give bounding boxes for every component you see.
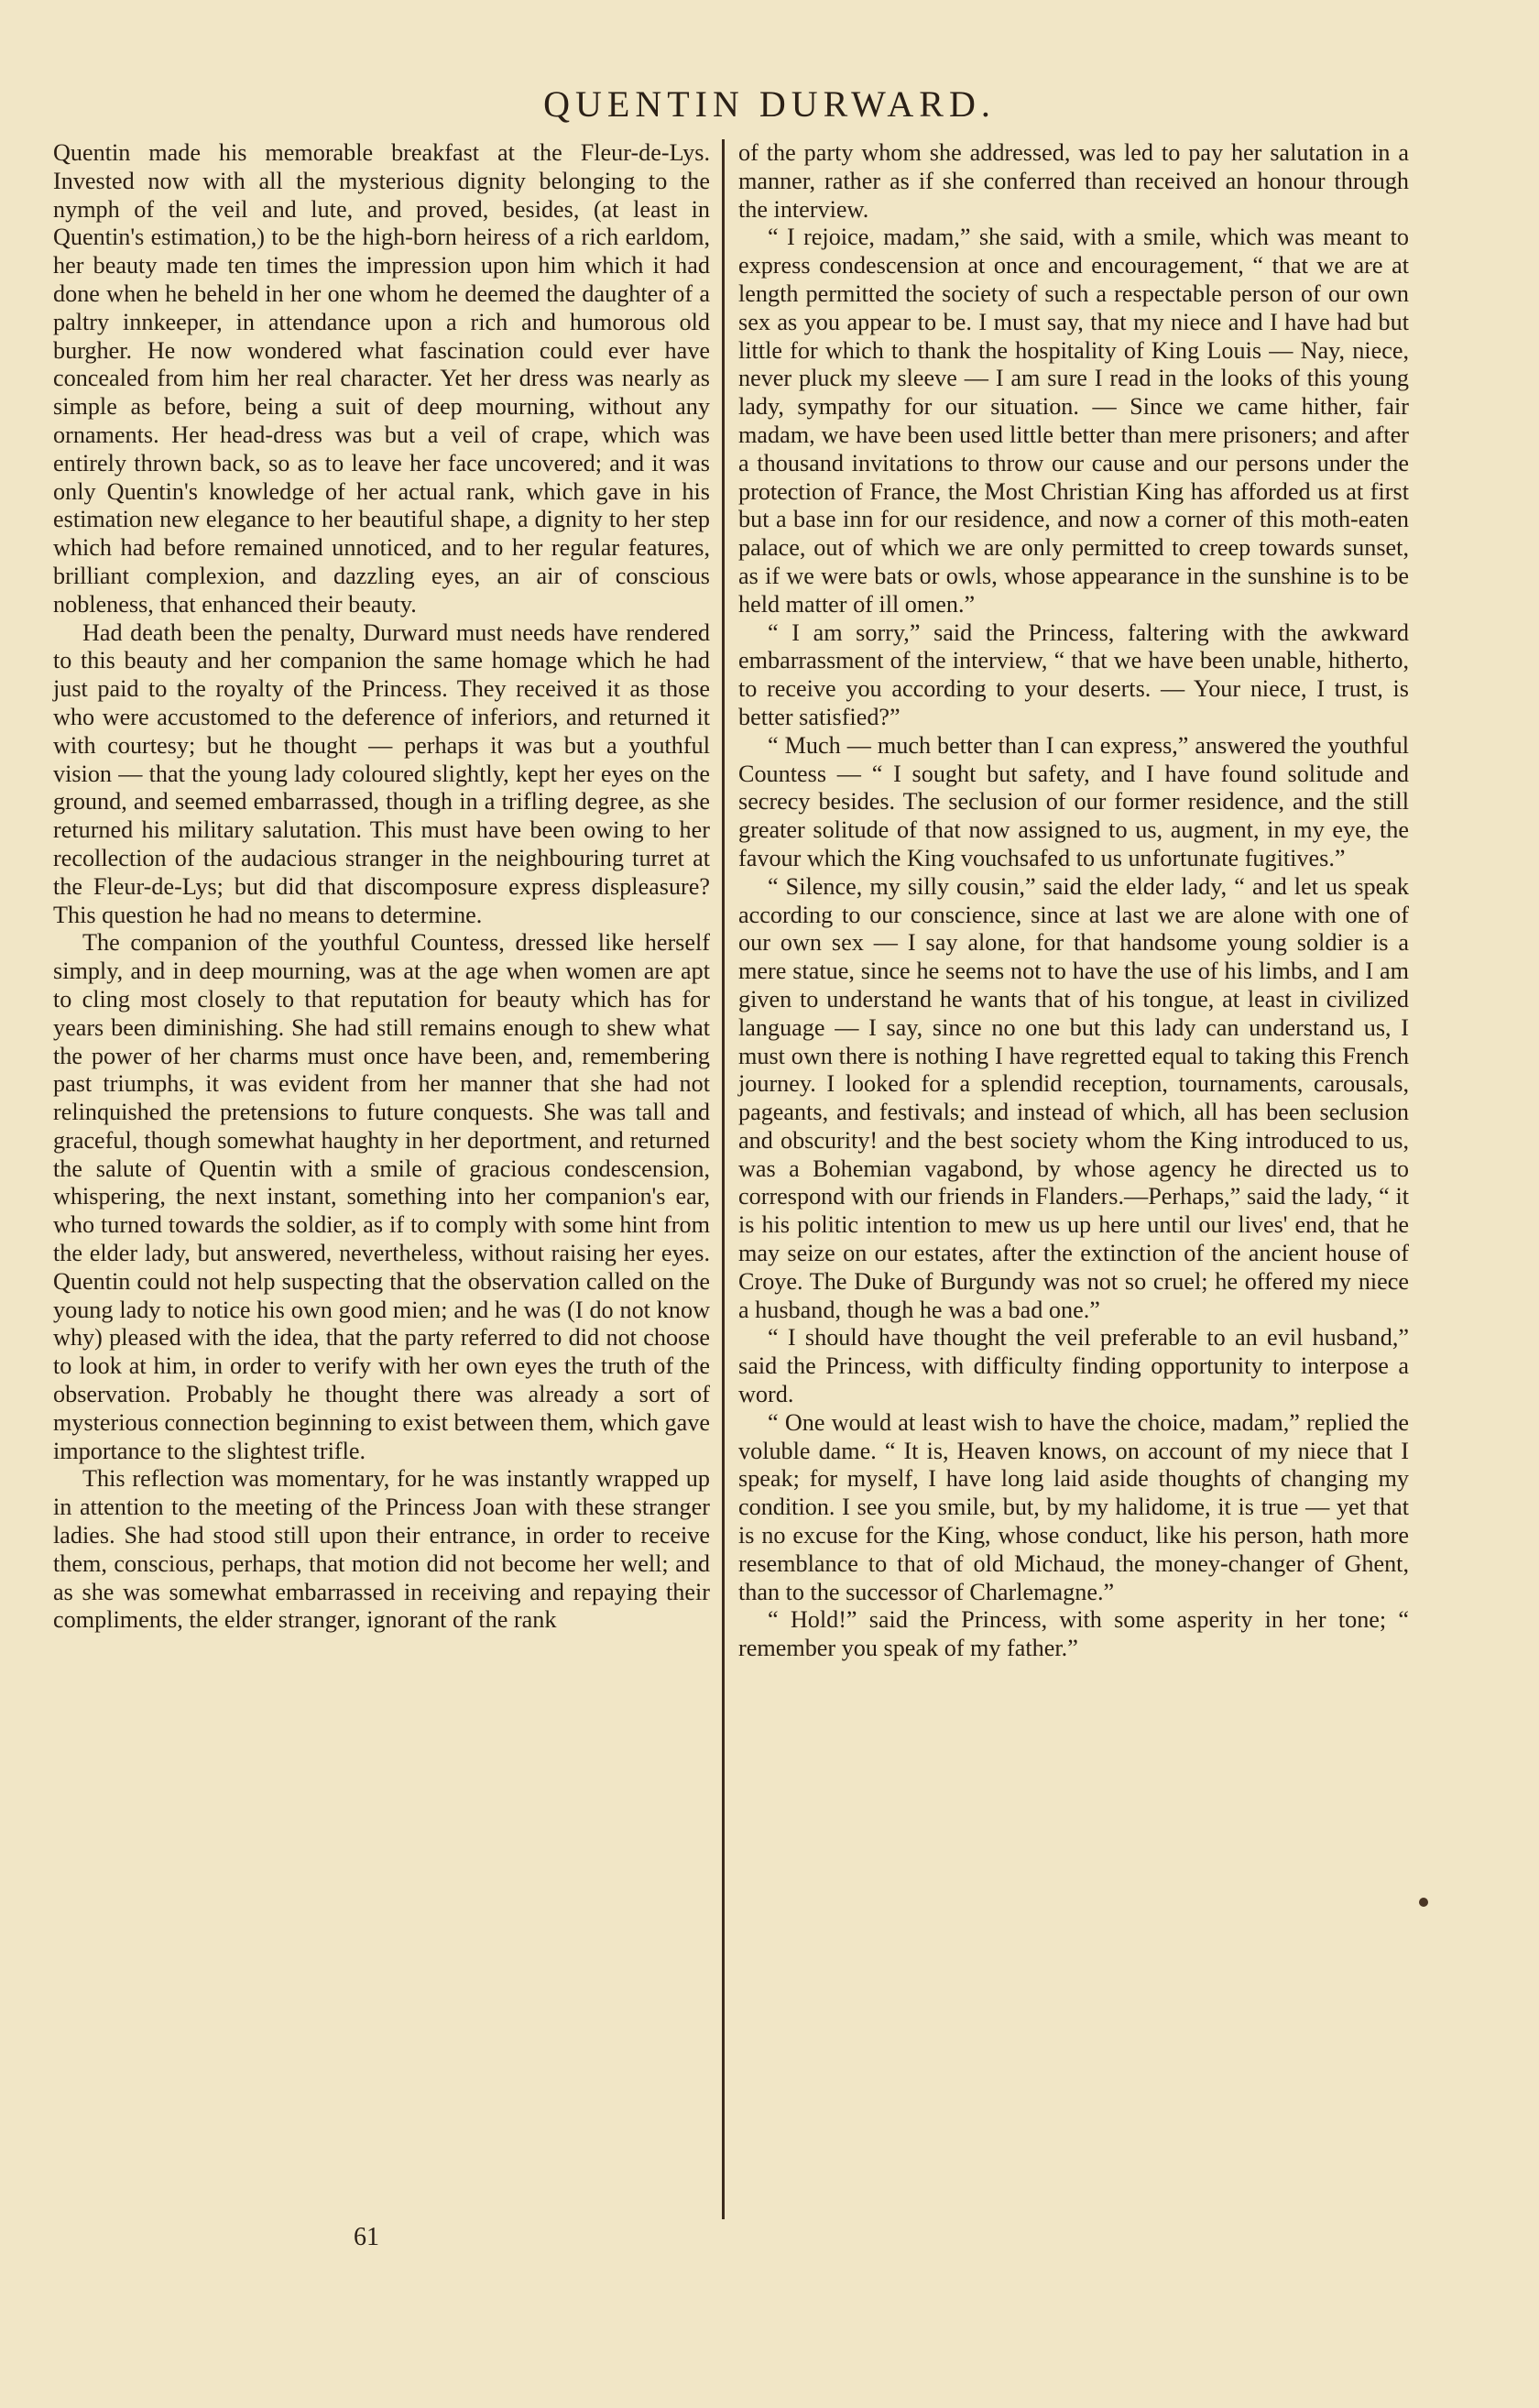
paragraph: “ I should have thought the veil preferable to an evil husband,” said the Princess, with difficulty finding opportunity to interpose a word. [738, 1324, 1409, 1408]
ink-speck-mark [1419, 1898, 1428, 1907]
paragraph: Had death been the penalty, Durward must needs have rendered to this beauty and her companion the same homage which he had just paid to the royalty of the Princess. They received it as those who were accustomed to the deference of inferiors, and returned it with courtesy; but he thought — perhaps it was but a youthful vision — that the young lady coloured slightly, kept her eyes on the ground, and seemed embarrassed, though in a trifling degree, as she returned his military salutation. This must have been owing to her recollection of the audacious stranger in the neighbouring turret at the Fleur-de-Lys; but did that discomposure express displeasure? This question he had no means to determine. [53, 618, 710, 928]
running-title: QUENTIN DURWARD. [543, 83, 996, 125]
paragraph: “ Silence, my silly cousin,” said the elder lady, “ and let us speak according to our conscience, since at last we are alone with one of our own sex — I say alone, for that handsome young soldier is a mere statue, since he seems not to have the use of his limbs, and I am given to understand he wants that of his tongue, at least in civilized language — I say, since no one but this lady can understand us, I must own there is nothing I have regretted equal to taking this French journey. I looked for a splendid reception, tournaments, carousals, pageants, and festivals; and instead of which, all has been seclusion and obscurity! and the best society whom the King introduced to us, was a Bohemian vagabond, by whose agency he directed us to correspond with our friends in Flanders.—Perhaps,” said the lady, “ it is his politic intention to mew us up here until our lives' end, that he may seize on our estates, after the extinction of the ancient house of Croye. The Duke of Burgundy was not so cruel; he offered my niece a husband, though he was a bad one.” [738, 872, 1409, 1323]
paragraph: Quentin made his memorable breakfast at the Fleur-de-Lys. Invested now with all the mysterious dignity belonging to the nymph of the veil and lute, and proved, besides, (at least in Quentin's estimation,) to be the high-born heiress of a rich earldom, her beauty made ten times the impression upon him which it had done when he beheld in her one whom he deemed the daughter of a paltry innkeeper, in attendance upon a rich and humorous old burgher. He now wondered what fascination could ever have concealed from him her real character. Yet her dress was nearly as simple as before, being a suit of deep mourning, without any ornaments. Her head-dress was but a veil of crape, which was entirely thrown back, so as to leave her face uncovered; and it was only Quentin's knowledge of her actual rank, which gave in his estimation new elegance to her beautiful shape, a dignity to her step which had before remained unnoticed, and to her regular features, brilliant complexion, and dazzling eyes, an air of conscious nobleness, that enhanced their beauty. [53, 139, 710, 618]
paragraph: “ Hold!” said the Princess, with some asperity in her tone; “ remember you speak of my father.” [738, 1606, 1409, 1662]
paragraph: “ I rejoice, madam,” she said, with a smile, which was meant to express condescension at once and encouragement, “ that we are at length permitted the society of such a respectable person of our own sex as you appear to be. I must say, that my niece and I have had but little for which to thank the hospitality of King Louis — Nay, niece, never pluck my sleeve — I am sure I read in the looks of this young lady, sympathy for our situation. — Since we came hither, fair madam, we have been used little better than mere prisoners; and after a thousand invitations to throw our cause and our persons under the protection of France, the Most Christian King has afforded us at first but a base inn for our residence, and now a corner of this moth-eaten palace, out of which we are only permitted to creep towards sunset, as if we were bats or owls, whose appearance in the sunshine is to be held matter of ill omen.” [738, 224, 1409, 618]
paragraph: This reflection was momentary, for he was instantly wrapped up in attention to the meeting of the Princess Joan with these stranger ladies. She had stood still upon their entrance, in order to receive them, conscious, perhaps, that motion did not become her well; and as she was somewhat embarrassed in receiving and repaying their compliments, the elder stranger, ignorant of the rank [53, 1465, 710, 1634]
paragraph: “ Much — much better than I can express,” answered the youthful Countess — “ I sought but safety, and I have found solitude and secrecy besides. The seclusion of our former residence, and the still greater solitude of that now assigned to us, augment, in my eye, the favour which the King vouchsafed to us unfortunate fugitives.” [738, 731, 1409, 871]
page-number: 61 [354, 2223, 379, 2251]
right-column [738, 139, 1409, 1663]
paragraph: of the party whom she addressed, was led to pay her salutation in a manner, rather as if she conferred than received an honour through the interview. [738, 139, 1409, 223]
column-divider [722, 139, 725, 2219]
paragraph: “ One would at least wish to have the choice, madam,” replied the voluble dame. “ It is, Heaven knows, on account of my niece that I speak; for myself, I have long laid aside thoughts of changing my condition. I see you smile, but, by my halidome, it is true — yet that is no excuse for the King, whose conduct, like his person, hath more resemblance to that of old Michaud, the money-changer of Ghent, than to the successor of Charlemagne.” [738, 1408, 1409, 1605]
paragraph: “ I am sorry,” said the Princess, faltering with the awkward embarrassment of the interview, “ that we have been unable, hitherto, to receive you according to your deserts. — Your niece, I trust, is better satisfied?” [738, 618, 1409, 730]
paragraph: The companion of the youthful Countess, dressed like herself simply, and in deep mourning, was at the age when women are apt to cling most closely to that reputation for beauty which has for years been diminishing. She had still remains enough to shew what the power of her charms must once have been, and, remembering past triumphs, it was evident from her manner that she had not relinquished the pretensions to future conquests. She was tall and graceful, though somewhat haughty in her deportment, and returned the salute of Quentin with a smile of gracious condescension, whispering, the next instant, something into her companion's ear, who turned towards the soldier, as if to comply with some hint from the elder lady, but answered, nevertheless, without raising her eyes. Quentin could not help suspecting that the observation called on the young lady to notice his own good mien; and he was (I do not know why) pleased with the idea, that the party referred to did not choose to look at him, in order to verify with her own eyes the truth of the observation. Probably he thought there was already a sort of mysterious connection beginning to exist between them, which gave importance to the slightest trifle. [53, 929, 710, 1464]
left-column [53, 139, 710, 1635]
